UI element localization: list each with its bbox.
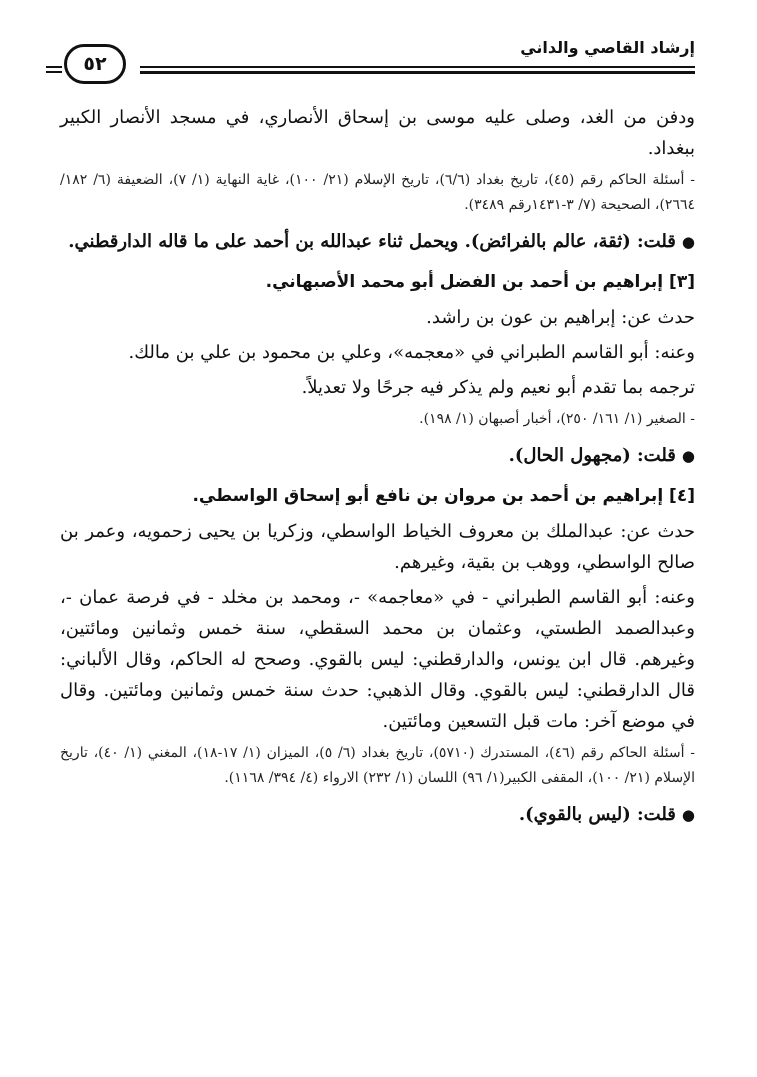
bullet-icon: ● bbox=[681, 806, 695, 824]
author-comment bbox=[60, 226, 695, 258]
biography-note: ترجمه بما تقدم أبو نعيم ولم يذكر فيه جرحًا ولا تعديلاً. bbox=[301, 377, 695, 398]
author-comment bbox=[60, 799, 695, 831]
bullet-icon: ● bbox=[681, 447, 695, 465]
page-header bbox=[60, 30, 695, 90]
narrated-from: حدث عن: إبراهيم بن عون بن راشد. bbox=[426, 307, 695, 328]
entry-title: [٣] إبراهيم بن أحمد بن الفضل أبو محمد الأصبهاني. bbox=[265, 272, 695, 292]
footnote-sources: - أسئلة الحاكم رقم (٤٦)، المستدرك (٥٧١٠)، تاريخ بغداد (٦/ ٥)، الميزان (١/ ١٧-١٨)، المغني (١/ ٤٠)، تاريخ الإسلام (٢١/ ١٠٠)، المقفى الكبير(١/ ٩٦) اللسان (١/ ٢٣٢) الارواء (٤/ ٣٩٤/ ١١٦٨). bbox=[60, 745, 696, 786]
narrated-by: وعنه: أبو القاسم الطبراني في «معجمه»، وعلي بن محمود بن علي بن مالك. bbox=[128, 342, 695, 363]
author-comment bbox=[60, 440, 695, 472]
header-rule bbox=[140, 66, 695, 68]
footnote-sources: - أسئلة الحاكم رقم (٤٥)، تاريخ بغداد (٦/٦)، تاريخ الإسلام (٢١/ ١٠٠)، غاية النهاية (١/ ٧)، الضعيفة (٦/ ١٨٢/ ٢٦٦٤)، الصحيحة (٧/ ٣-١٤٣١رقم ٣٤٨٩). bbox=[60, 172, 695, 213]
footnote-sources: - الصغير (١/ ١٦١/ ٢٥٠)، أخبار أصبهان (١/ ١٩٨). bbox=[419, 411, 695, 427]
header-rule-thick bbox=[140, 71, 695, 74]
narrated-by: وعنه: أبو القاسم الطبراني - في «معاجمه» -، ومحمد بن مخلد - في فرصة عمان -، وعبدالصمد الطستي، وعثمان بن محمد السقطي، سنة خمس وثمانين ومائتين، وغيرهم. قال ابن يونس، والدارقطني: ليس بالقوي. وصحح له الحاكم، وقال الألباني: قال الدارقطني: ليس بالقوي. وقال الذهبي: حدث سنة خمس وثمانين ومائتين. وقال في موضع آخر: مات قبل التسعين ومائتين. bbox=[60, 587, 695, 732]
bullet-icon: ● bbox=[681, 233, 695, 251]
comment-text: قلت: (مجهول الحال). bbox=[508, 445, 676, 466]
comment-text: قلت: (ثقة، عالم بالفرائض). ويحمل ثناء عبدالله بن أحمد على ما قاله الدارقطني. bbox=[68, 231, 676, 252]
comment-text: قلت: (ليس بالقوي). bbox=[518, 804, 676, 825]
running-title: إرشاد القاصي والداني bbox=[520, 38, 695, 57]
header-dash bbox=[46, 66, 62, 73]
paragraph: ودفن من الغد، وصلى عليه موسى بن إسحاق الأنصاري، في مسجد الأنصار الكبير ببغداد. bbox=[60, 107, 695, 159]
narrated-from: حدث عن: عبدالملك بن معروف الخياط الواسطي، وزكريا بن يحيى زحمويه، وعمر بن صالح الواسطي، ووهب بن بقية، وغيرهم. bbox=[60, 521, 695, 573]
entry-title: [٤] إبراهيم بن أحمد بن مروان بن نافع أبو إسحاق الواسطي. bbox=[192, 486, 695, 506]
page-content bbox=[60, 102, 695, 839]
page-number: ٥٢ bbox=[64, 44, 126, 84]
